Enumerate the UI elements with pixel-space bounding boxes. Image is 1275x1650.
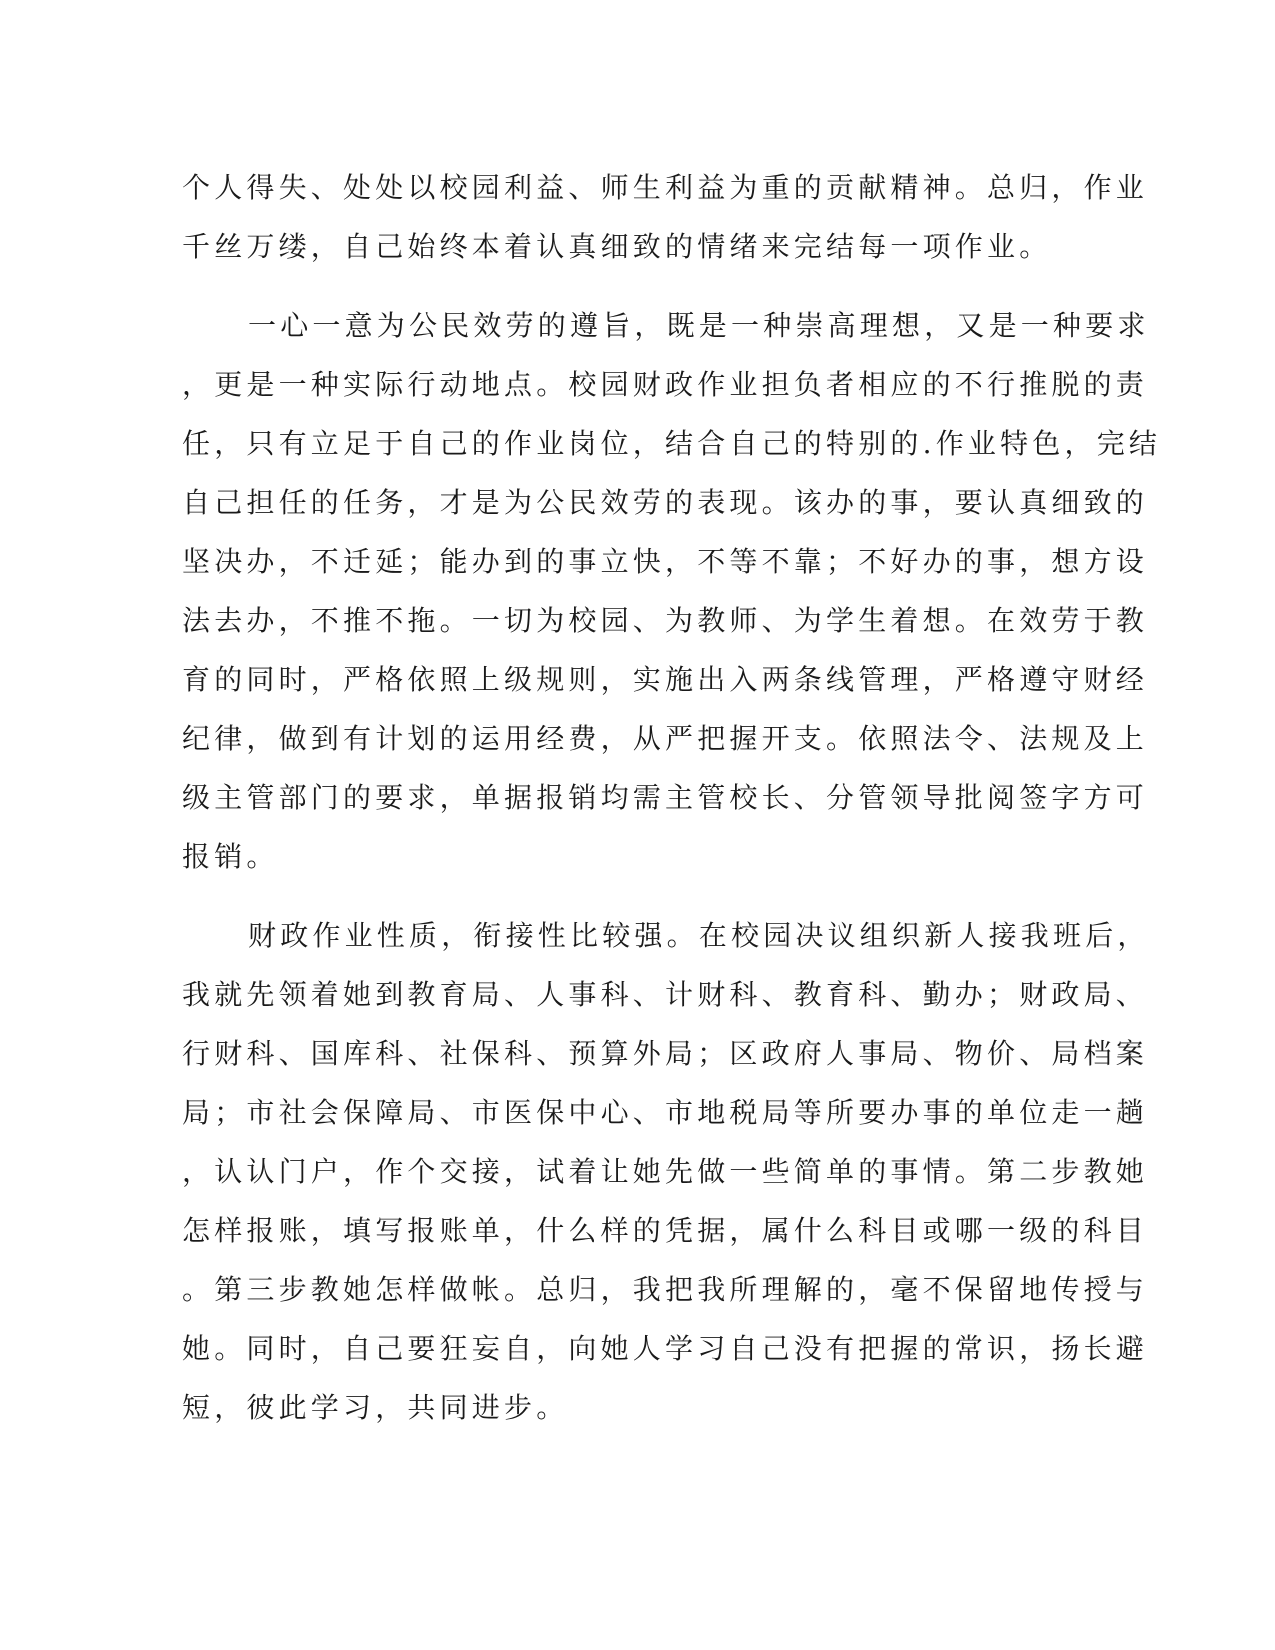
text-line: ，认认门户，作个交接，试着让她先做一些简单的事情。第二步教她 <box>182 1155 1149 1188</box>
text-line: 局；市社会保障局、市医保中心、市地税局等所要办事的单位走一趟 <box>182 1096 1149 1129</box>
text-line: 怎样报账，填写报账单，什么样的凭据，属什么科目或哪一级的科目 <box>182 1214 1149 1247</box>
text-line: 。第三步教她怎样做帐。总归，我把我所理解的，毫不保留地传授与 <box>182 1273 1149 1306</box>
text-line: 短，彼此学习，共同进步。 <box>182 1391 569 1424</box>
text-line: ，更是一种实际行动地点。校园财政作业担负者相应的不行推脱的责 <box>182 368 1149 401</box>
text-line: 任，只有立足于自己的作业岗位，结合自己的特别的.作业特色，完结 <box>182 427 1162 460</box>
paragraph-2 <box>182 296 1162 886</box>
text-line: 育的同时，严格依照上级规则，实施出入两条线管理，严格遵守财经 <box>182 663 1149 696</box>
text-line: 纪律，做到有计划的运用经费，从严把握开支。依照法令、法规及上 <box>182 722 1149 755</box>
text-line: 一心一意为公民效劳的遵旨，既是一种崇高理想，又是一种要求 <box>248 309 1150 342</box>
text-line: 坚决办，不迁延；能办到的事立快，不等不靠；不好办的事，想方设 <box>182 545 1149 578</box>
text-line: 级主管部门的要求，单据报销均需主管校长、分管领导批阅签字方可 <box>182 781 1149 814</box>
document-body <box>182 158 1162 1437</box>
text-line: 自己担任的任务，才是为公民效劳的表现。该办的事，要认真细致的 <box>182 486 1149 519</box>
paragraph-3 <box>182 906 1150 1437</box>
text-line: 财政作业性质，衔接性比较强。在校园决议组织新人接我班后， <box>248 919 1150 952</box>
paragraph-1 <box>182 158 1149 276</box>
text-line: 行财科、国库科、社保科、预算外局；区政府人事局、物价、局档案 <box>182 1037 1149 1070</box>
text-line: 法去办，不推不拖。一切为校园、为教师、为学生着想。在效劳于教 <box>182 604 1149 637</box>
text-line: 个人得失、处处以校园利益、师生利益为重的贡献精神。总归，作业 <box>182 171 1149 204</box>
text-line: 她。同时，自己要狂妄自，向她人学习自己没有把握的常识，扬长避 <box>182 1332 1149 1365</box>
text-line: 我就先领着她到教育局、人事科、计财科、教育科、勤办；财政局、 <box>182 978 1149 1011</box>
text-line: 千丝万缕，自己始终本着认真细致的情绪来完结每一项作业。 <box>182 230 1052 263</box>
text-line: 报销。 <box>182 840 279 873</box>
